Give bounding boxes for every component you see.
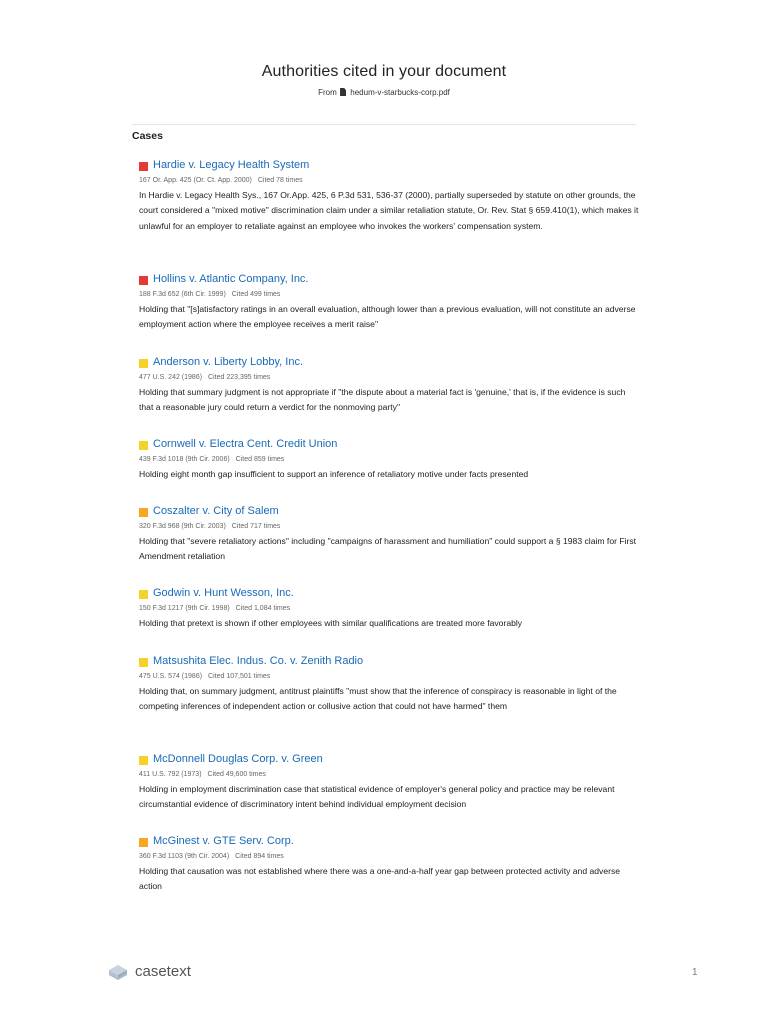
case-entry: [139, 273, 639, 333]
casetext-logo-icon: [108, 964, 128, 982]
case-citation: 188 F.3d 652 (6th Cir. 1999): [139, 291, 226, 298]
case-summary: Holding eight month gap insufficient to support an inference of retaliatory motive under facts presented: [139, 469, 529, 479]
case-entry: [139, 438, 639, 482]
case-entry: [139, 753, 639, 813]
cited-count: Cited 499 times: [231, 291, 281, 298]
case-entry: [139, 835, 639, 895]
case-link[interactable]: McDonnell Douglas Corp. v. Green: [153, 753, 323, 765]
case-link[interactable]: Matsushita Elec. Indus. Co. v. Zenith Radio: [153, 655, 364, 667]
case-summary: Holding that pretext is shown if other employees with similar qualifications are treated more favorably: [139, 618, 523, 628]
yellow-flag-icon: [139, 590, 148, 599]
case-entry: [139, 587, 639, 631]
cited-count: Cited 49,600 times: [207, 771, 266, 778]
case-entry: [139, 655, 639, 715]
case-citation: 360 F.3d 1103 (9th Cir. 2004): [139, 853, 230, 860]
cited-count: Cited 223,395 times: [208, 374, 271, 381]
case-citation: 411 U.S. 792 (1973): [139, 771, 202, 778]
case-citation: 475 U.S. 574 (1986): [139, 673, 203, 680]
case-summary: Holding in employment discrimination case that statistical evidence of employer's general policy and practice may be relevant circumstantial evidence of discriminatory intent behind individual employment decision: [139, 784, 615, 810]
case-entry: [139, 356, 639, 416]
case-link[interactable]: Anderson v. Liberty Lobby, Inc.: [153, 356, 304, 368]
cited-count: Cited 717 times: [231, 523, 281, 530]
cited-count: Cited 107,501 times: [208, 673, 271, 680]
cited-count: Cited 894 times: [235, 853, 284, 860]
yellow-flag-icon: [139, 658, 148, 667]
case-link[interactable]: Godwin v. Hunt Wesson, Inc.: [153, 587, 294, 599]
from-label: From: [318, 88, 337, 97]
case-entry: [139, 159, 639, 234]
brand-name: casetext: [135, 963, 191, 980]
yellow-flag-icon: [139, 359, 148, 368]
case-citation: 167 Or. App. 425 (Or. Ct. App. 2000): [139, 177, 252, 184]
source-line: [0, 88, 768, 97]
case-summary: In Hardie v. Legacy Health Sys., 167 Or.App. 425, 6 P.3d 531, 536-37 (2000), partially superseded by statute on other grounds, the court considered a "mixed motive" discrimination claim under a similar retaliation statute, Or. Rev. Stat § 659.410(1), which makes it unlawful for an employer to retaliate against an employee who invokes the workers' compensation system.: [139, 190, 639, 231]
page-number: 1: [692, 967, 698, 978]
case-link[interactable]: Cornwell v. Electra Cent. Credit Union: [153, 438, 338, 450]
case-summary: Holding that "[s]atisfactory ratings in an overall evaluation, although lower than a previous evaluation, will not constitute an adverse employment action where the employee receives a merit raise": [139, 304, 636, 330]
red-flag-icon: [139, 276, 148, 285]
page-title: Authorities cited in your document: [261, 63, 507, 80]
case-citation: 150 F.3d 1217 (9th Cir. 1998): [139, 605, 230, 612]
header-divider: [132, 124, 636, 125]
cited-count: Cited 1,084 times: [235, 605, 291, 612]
yellow-flag-icon: [139, 756, 148, 765]
cited-count: Cited 78 times: [257, 177, 303, 184]
case-citation: 439 F.3d 1018 (9th Cir. 2006): [139, 456, 230, 463]
case-entry: [139, 505, 639, 565]
case-link[interactable]: Hardie v. Legacy Health System: [153, 159, 310, 171]
red-flag-icon: [139, 162, 148, 171]
cited-count: Cited 859 times: [235, 456, 285, 463]
case-summary: Holding that, on summary judgment, antitrust plaintiffs "must show that the inference of conspiracy is reasonable in light of the competing inferences of independent action or collusive action that could not have harmed" them: [139, 686, 617, 712]
yellow-flag-icon: [139, 441, 148, 450]
case-link[interactable]: Hollins v. Atlantic Company, Inc.: [153, 273, 309, 285]
orange-flag-icon: [139, 508, 148, 517]
case-summary: Holding that summary judgment is not appropriate if "the dispute about a material fact is 'genuine,' that is, if the evidence is such that a reasonable jury could return a verdict for the nonmoving party": [139, 387, 626, 413]
case-link[interactable]: McGinest v. GTE Serv. Corp.: [153, 835, 294, 847]
source-filename: hedum-v-starbucks-corp.pdf: [350, 88, 450, 97]
case-citation: 477 U.S. 242 (1986): [139, 374, 203, 381]
orange-flag-icon: [139, 838, 148, 847]
case-summary: Holding that causation was not established where there was a one-and-a-half year gap between protected activity and adverse action: [139, 866, 621, 892]
section-heading-cases: Cases: [132, 130, 163, 142]
case-citation: 320 F.3d 968 (9th Cir. 2003): [139, 523, 226, 530]
file-icon: [340, 88, 346, 96]
case-link[interactable]: Coszalter v. City of Salem: [153, 505, 279, 517]
case-summary: Holding that "severe retaliatory actions" including "campaigns of harassment and humiliation" could support a § 1983 claim for First Amendment retaliation: [139, 536, 637, 562]
